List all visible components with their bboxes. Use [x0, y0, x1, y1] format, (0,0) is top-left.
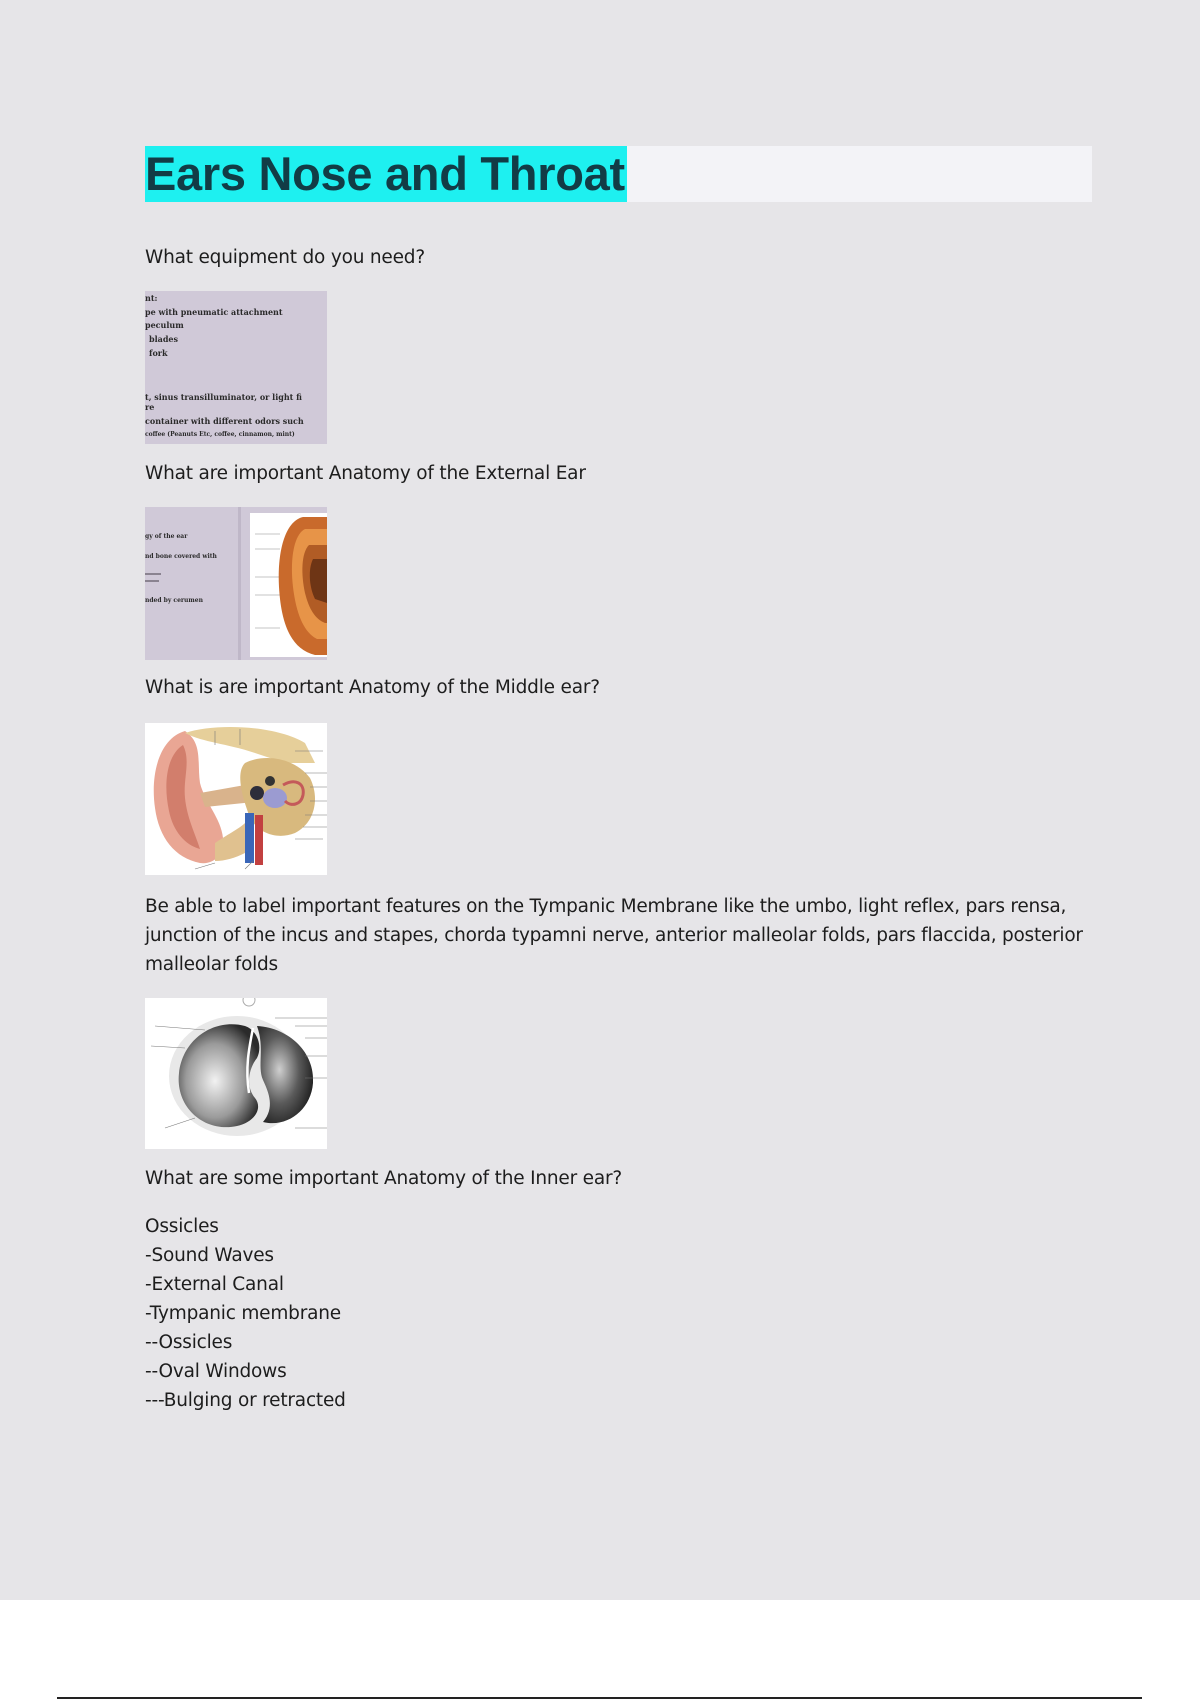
tympanic-membrane-paragraph: Be able to label important features on the Tympanic Membrane like the umbo, light reflex, pars rensa, junction of the incus and stapes, chorda typamni nerve, anterior malleolar folds, pars flaccida, posterior malleolar folds: [145, 896, 1083, 975]
equipment-slide-image: [145, 291, 327, 444]
equipment-slide-line: t, sinus transilluminator, or light fi: [145, 392, 302, 402]
tympanic-membrane-illustration: [145, 998, 327, 1149]
equipment-slide-line: container with different odors such: [145, 416, 304, 426]
list-item: --Oval Windows: [145, 1361, 287, 1382]
question-equipment: What equipment do you need?: [145, 247, 425, 268]
question-middle-ear: What is are important Anatomy of the Middle ear?: [145, 677, 600, 698]
footer-rule: [57, 1697, 1142, 1699]
inner-ear-list: [145, 1212, 346, 1415]
list-item: -Tympanic membrane: [145, 1303, 341, 1324]
equipment-slide-line: coffee (Peanuts Etc, coffee, cinnamon, mint): [145, 431, 295, 438]
equipment-slide-line: blades: [149, 334, 179, 344]
external-ear-slide-line: nded by cerumen: [145, 597, 203, 604]
question-external-ear: What are important Anatomy of the External Ear: [145, 463, 586, 484]
external-ear-slide-line: nd bone covered with: [145, 553, 217, 560]
external-ear-slide-line: gy of the ear: [145, 533, 188, 540]
list-item: --Ossicles: [145, 1332, 233, 1353]
equipment-slide-line: fork: [149, 348, 168, 358]
middle-ear-illustration: [145, 723, 327, 875]
equipment-slide-line: nt:: [145, 293, 158, 303]
equipment-slide-line: re: [145, 402, 155, 412]
equipment-slide-line: pe with pneumatic attachment: [145, 307, 283, 317]
equipment-slide-line: peculum: [145, 320, 184, 330]
list-item: -External Canal: [145, 1274, 284, 1295]
list-item: -Sound Waves: [145, 1245, 274, 1266]
question-inner-ear: What are some important Anatomy of the Inner ear?: [145, 1168, 623, 1189]
list-item: Ossicles: [145, 1216, 219, 1237]
external-ear-slide-image: [145, 507, 327, 660]
page-title: Ears Nose and Throat: [145, 147, 625, 200]
list-item: ---Bulging or retracted: [145, 1390, 346, 1411]
